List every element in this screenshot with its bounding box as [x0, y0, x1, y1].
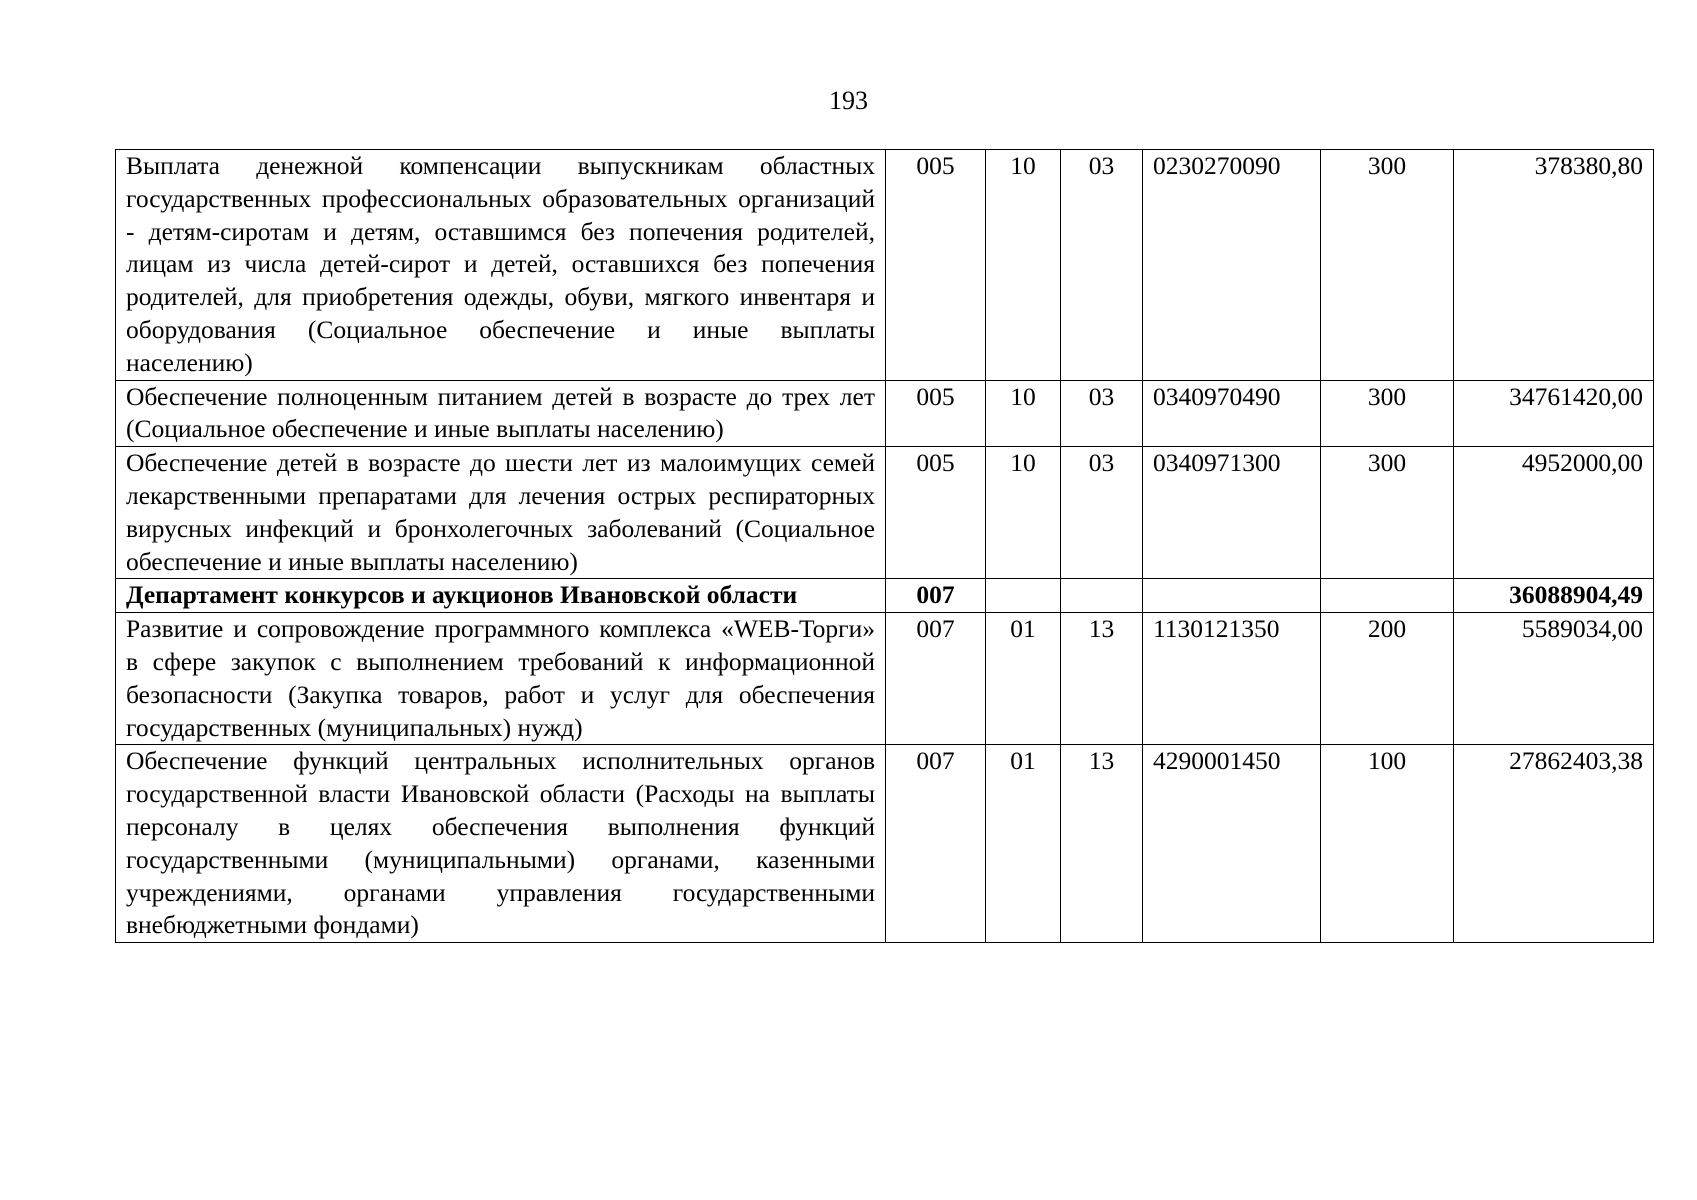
subsection-code: 13	[1061, 613, 1143, 745]
row-description: Обеспечение функций центральных исполнительных органов государственной власти Ивановской области (Расходы на выплаты персоналу в целях обеспечения выполнения функций государственными (муниципальными) органами, казенными учреждениями, органами управления государственными внебюджетными фондами)	[116, 745, 886, 943]
row-description: Обеспечение детей в возрасте до шести лет из малоимущих семей лекарственными препаратами для лечения острых респираторных вирусных инфекций и бронхолегочных заболеваний (Социальное обеспечение и иные выплаты населению)	[116, 447, 886, 579]
table-row	[116, 447, 1654, 579]
subsection-code	[1061, 579, 1143, 613]
ministry-code: 007	[886, 745, 986, 943]
section-code: 10	[986, 380, 1061, 447]
amount: 4952000,00	[1454, 447, 1654, 579]
row-description: Выплата денежной компенсации выпускникам областных государственных профессиональных образовательных организаций - детям-сиротам и детям, оставшимся без попечения родителей, лицам из числа детей-сирот и детей, оставшихся без попечения родителей, для приобретения одежды, обуви, мягкого инвентаря и оборудования (Социальное обеспечение и иные выплаты населению)	[116, 150, 886, 381]
section-code: 01	[986, 613, 1061, 745]
amount: 5589034,00	[1454, 613, 1654, 745]
expense-type-code: 200	[1321, 613, 1454, 745]
subsection-code: 03	[1061, 447, 1143, 579]
target-article-code: 0340971300	[1143, 447, 1321, 579]
amount: 378380,80	[1454, 150, 1654, 381]
table-row-department	[116, 579, 1654, 613]
row-description: Обеспечение полноценным питанием детей в возрасте до трех лет (Социальное обеспечение и иные выплаты населению)	[116, 380, 886, 447]
table-row	[116, 613, 1654, 745]
ministry-code: 005	[886, 380, 986, 447]
ministry-code: 005	[886, 150, 986, 381]
expense-type-code: 100	[1321, 745, 1454, 943]
ministry-code: 007	[886, 613, 986, 745]
section-code: 01	[986, 745, 1061, 943]
expense-type-code: 300	[1321, 380, 1454, 447]
page-number: 193	[829, 86, 868, 115]
ministry-code: 007	[886, 579, 986, 613]
target-article-code: 0340970490	[1143, 380, 1321, 447]
row-description: Развитие и сопровождение программного комплекса «WEB-Торги» в сфере закупок с выполнением требований к информационной безопасности (Закупка товаров, работ и услуг для обеспечения государственных (муниципальных) нужд)	[116, 613, 886, 745]
table-row	[116, 380, 1654, 447]
subsection-code: 03	[1061, 150, 1143, 381]
expense-type-code: 300	[1321, 447, 1454, 579]
subsection-code: 03	[1061, 380, 1143, 447]
table-row	[116, 745, 1654, 943]
section-code	[986, 579, 1061, 613]
section-code: 10	[986, 150, 1061, 381]
table-row	[116, 150, 1654, 381]
section-code: 10	[986, 447, 1061, 579]
target-article-code: 1130121350	[1143, 613, 1321, 745]
subsection-code: 13	[1061, 745, 1143, 943]
expense-type-code: 300	[1321, 150, 1454, 381]
target-article-code: 4290001450	[1143, 745, 1321, 943]
ministry-code: 005	[886, 447, 986, 579]
target-article-code: 0230270090	[1143, 150, 1321, 381]
target-article-code	[1143, 579, 1321, 613]
expense-type-code	[1321, 579, 1454, 613]
amount: 34761420,00	[1454, 380, 1654, 447]
row-description: Департамент конкурсов и аукционов Ивановской области	[116, 579, 886, 613]
amount: 36088904,49	[1454, 579, 1654, 613]
amount: 27862403,38	[1454, 745, 1654, 943]
budget-table	[115, 149, 1654, 943]
